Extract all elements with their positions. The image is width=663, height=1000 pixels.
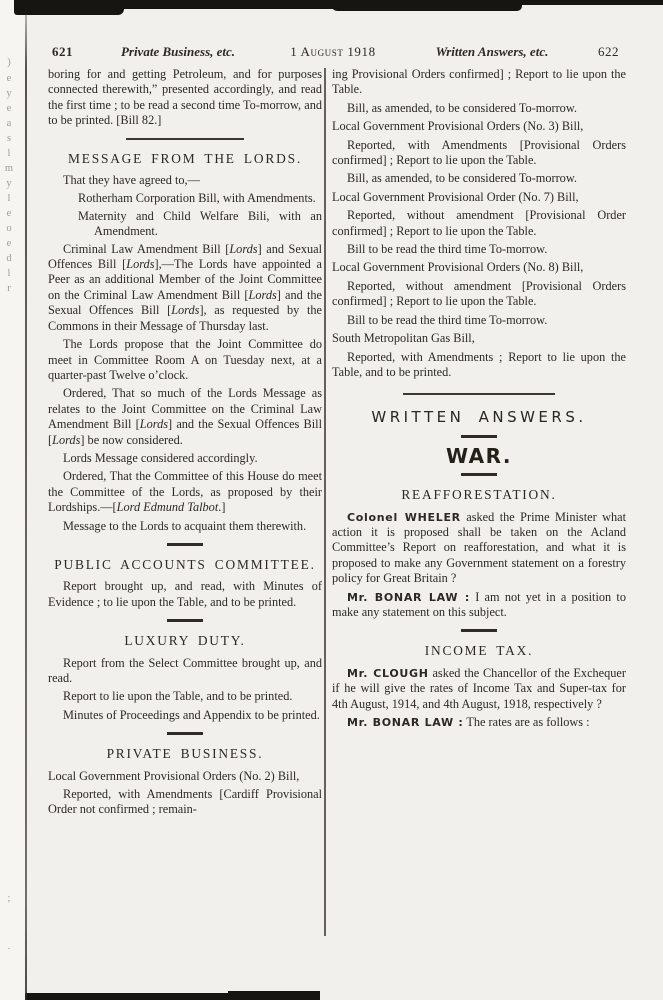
lgpo-no2-considered: Bill, as amended, to be considered To-morrow. <box>347 100 577 115</box>
sitting-date: 1 August 1918 <box>290 44 376 59</box>
income-tax-heading: INCOME TAX. <box>424 643 534 659</box>
bleed-char: ; <box>7 893 11 904</box>
lords-message-considered: Lords Message considered accordingly. <box>63 450 258 465</box>
public-accounts-paragraph: Report brought up, and read, with Minutes of Evidence ; to lie upon the Table, and to be printed. <box>48 579 322 609</box>
bonar-law-answer-2: Mr. BONAR LAW : The rates are as follows : <box>347 715 590 729</box>
right-column <box>332 67 626 963</box>
speaker-name: Mr. BONAR LAW : <box>347 590 470 604</box>
bleed-char: l <box>7 193 11 204</box>
page-number-left: 621 <box>52 44 73 59</box>
lgpo-no7-title: Local Government Provisional Order (No. 7) Bill, <box>332 189 579 204</box>
luxury-report-paragraph: Report from the Select Committee brought up, and read. <box>48 655 322 685</box>
lgpo-no3-considered: Bill, as amended, to be considered To-morrow. <box>347 171 577 186</box>
page-header <box>0 44 663 64</box>
section-dash <box>461 629 497 632</box>
lgpo-no7-third-reading: Bill to be read the third time To-morrow. <box>347 242 548 257</box>
scan-edge-bottom <box>228 991 320 1000</box>
bleed-char: l <box>7 148 11 159</box>
wheler-question: Colonel WHELER asked the Prime Minister what action it is proposed shall be taken on the Acland Committee’s Report on reafforestation, and what it is proposed to make any Government statement on a forestry policy for Great Britain ? <box>332 509 626 586</box>
section-dash <box>461 473 497 476</box>
luxury-table-paragraph: Report to lie upon the Table, and to be printed. <box>63 689 293 704</box>
lgpo-no3-reported: Reported, with Amendments [Provisional Orders confirmed] ; Report to lie upon the Table. <box>332 137 626 168</box>
maternity-item: Maternity and Child Welfare Bili, with an Amendment. <box>78 208 322 239</box>
lgpo-no2-title: Local Government Provisional Orders (No. 2) Bill, <box>48 768 300 783</box>
speaker-name: Mr. CLOUGH <box>347 666 429 680</box>
south-met-gas-reported: Reported, with Amendments ; Report to lie upon the Table, and to be printed. <box>332 349 626 379</box>
lgpo-no2-continuation: ing Provisional Orders confirmed] ; Report to lie upon the Table. <box>332 67 626 97</box>
lgpo-no8-third-reading: Bill to be read the third time To-morrow. <box>347 312 548 327</box>
lgpo-no3-title: Local Government Provisional Orders (No. 3) Bill, <box>332 119 584 134</box>
page-number-right: 622 <box>598 44 619 59</box>
bonar-law-answer-1: Mr. BONAR LAW : I am not yet in a position to make any statement on this subject. <box>332 589 626 619</box>
lgpo-no2-reported: Reported, with Amendments [Cardiff Provisional Order not confirmed ; remain- <box>48 787 322 817</box>
bleed-char: e <box>6 208 12 219</box>
speaker-name: Mr. BONAR LAW : <box>347 716 464 729</box>
bleed-char: . <box>7 941 11 952</box>
public-accounts-heading: PUBLIC ACCOUNTS COMMITTEE. <box>54 556 316 572</box>
bleed-char: l <box>7 268 11 279</box>
luxury-duty-heading: LUXURY DUTY. <box>124 633 246 649</box>
section-dash <box>461 435 497 438</box>
section-dash <box>167 543 203 546</box>
bleed-char: s <box>6 133 12 144</box>
lgpo-no7-reported: Reported, without amendment [Provisional Order confirmed] ; Report to lie upon the Table. <box>332 208 626 238</box>
bleed-char: r <box>7 283 11 294</box>
written-answers-heading: WRITTEN ANSWERS. <box>371 408 587 427</box>
lords-propose-paragraph: The Lords propose that the Joint Committee do meet in Committee Room A on Tuesday next, at a quarter-past Twelve o’clock. <box>48 337 322 382</box>
ordered-message-paragraph: Ordered, That so much of the Lords Message as relates to the Joint Committee on the Criminal Law Amendment Bill [Lords] and the Sexual Offences Bill [Lords] be now considered. <box>48 386 322 447</box>
section-rule <box>126 138 244 140</box>
section-dash <box>167 619 203 622</box>
written-answers-rule <box>403 393 555 395</box>
private-business-heading: PRIVATE BUSINESS. <box>106 746 264 762</box>
luxury-minutes-paragraph: Minutes of Proceedings and Appendix to be printed. <box>63 707 320 722</box>
speaker-name: Colonel WHELER <box>347 510 461 524</box>
bleed-char: y <box>6 88 12 99</box>
lgpo-no8-reported: Reported, without amendment [Provisional Orders confirmed] ; Report to lie upon the Table. <box>332 278 626 309</box>
bleed-char: m <box>4 163 14 174</box>
bleed-char: a <box>6 118 12 129</box>
bleed-char: e <box>6 73 12 84</box>
rotherham-item: Rotherham Corporation Bill, with Amendments. <box>78 191 316 206</box>
left-column <box>48 67 322 963</box>
bleed-char: ) <box>7 57 11 68</box>
running-title-right: Written Answers, etc. <box>435 44 549 59</box>
ordered-committee-paragraph: Ordered, That the Committee of this House do meet the Committee of the Lords, as proposed by their Lordships.—[Lord Edmund Talbot.] <box>48 469 322 515</box>
reafforestation-heading: REAFFORESTATION. <box>401 487 557 503</box>
scan-edge-top <box>14 0 124 15</box>
section-dash <box>167 732 203 735</box>
bleed-char: e <box>6 238 12 249</box>
scan-edge-top <box>332 0 522 11</box>
lgpo-no8-title: Local Government Provisional Orders (No. 8) Bill, <box>332 260 584 275</box>
bleed-char: d <box>6 253 12 264</box>
column-divider-rule <box>324 68 326 936</box>
message-from-lords-heading: MESSAGE FROM THE LORDS. <box>68 150 302 166</box>
page-fold-line <box>25 8 27 1000</box>
south-met-gas-title: South Metropolitan Gas Bill, <box>332 331 475 346</box>
clough-question: Mr. CLOUGH asked the Chancellor of the Exchequer if he will give the rates of Income Tax and Super-tax for 4th August, 1914, and 4th August, 1918, respectively ? <box>332 665 626 711</box>
running-title-left: Private Business, etc. <box>120 44 236 59</box>
agreed-to-line: That they have agreed to,— <box>63 173 200 188</box>
war-heading: WAR. <box>445 443 512 468</box>
bleed-char: o <box>6 223 12 234</box>
criminal-law-paragraph: Criminal Law Amendment Bill [Lords] and Sexual Offences Bill [Lords],—The Lords have appointed a Peer as an additional Member of the Joint Committee on the Criminal Law Amendment Bill [Lords] and the Sexual Offences Bill [Lords], as requested by the Commons in their Message of Thursday last. <box>48 241 322 333</box>
petroleum-bill-continuation: boring for and getting Petroleum, and for purposes connected therewith,” presented accordingly, and read the first time ; to be read a second time To-morrow, and to be printed. [Bill 82.] <box>48 67 322 128</box>
bleed-char: y <box>6 178 12 189</box>
bleed-char: e <box>6 103 12 114</box>
message-acquaint-paragraph: Message to the Lords to acquaint them therewith. <box>63 518 307 533</box>
